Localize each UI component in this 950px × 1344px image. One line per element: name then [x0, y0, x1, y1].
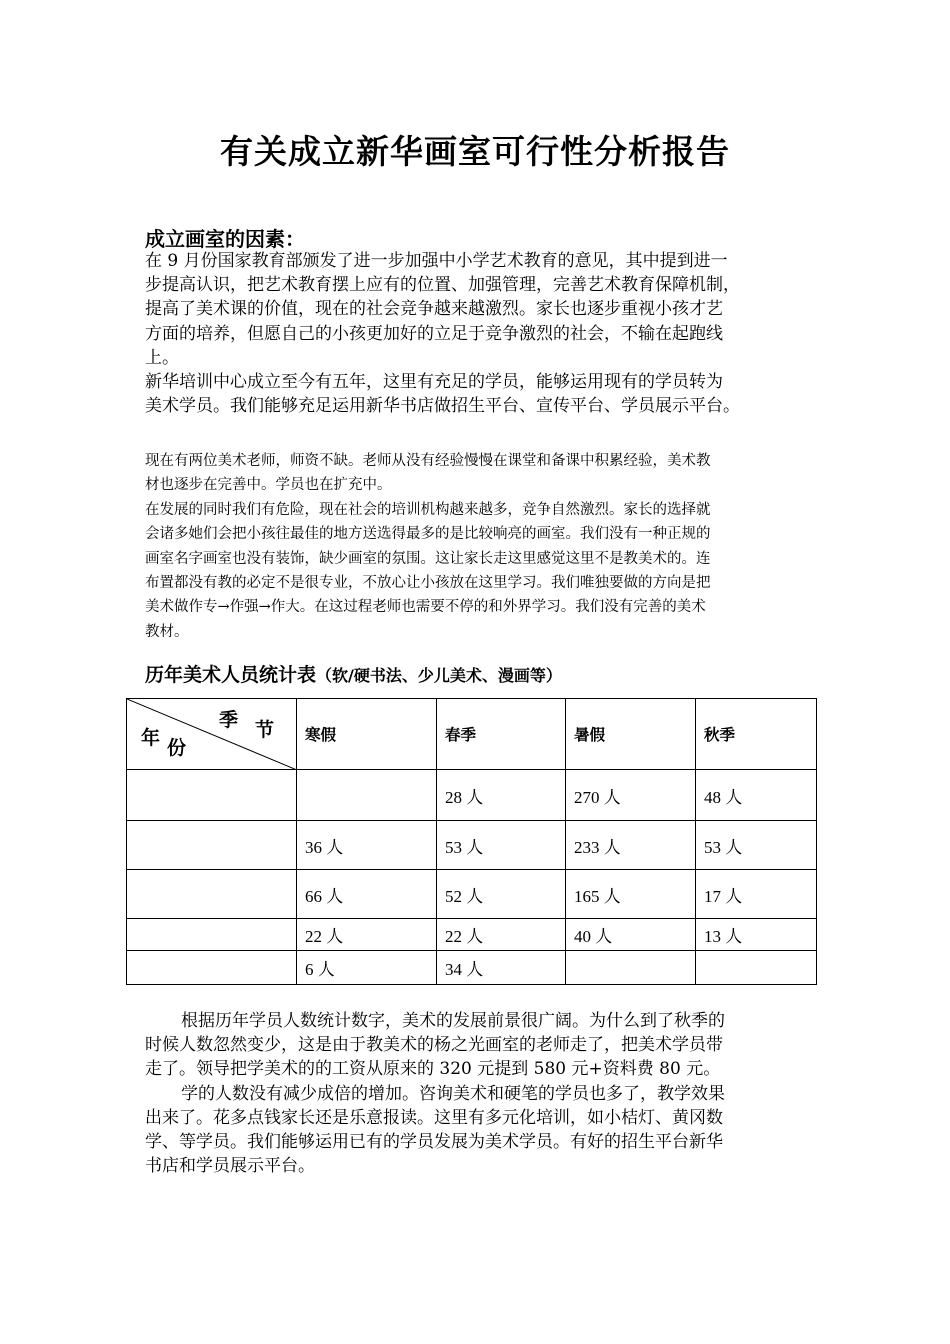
table-row	[127, 870, 817, 919]
text-line: 步提高认识，把艺术教育摆上应有的位置、加强管理，完善艺术教育保障机制，	[145, 275, 740, 296]
table-cell: 52 人	[437, 870, 566, 919]
table-cell: 66 人	[297, 870, 437, 919]
table-cell: 165 人	[566, 870, 696, 919]
table-cell: 13 人	[696, 919, 817, 951]
text-line: 方面的培养，但愿自己的小孩更加好的立足于竞争激烈的社会，不输在起跑线	[145, 323, 723, 344]
paragraph-outlook	[145, 1009, 810, 1178]
table-cell: 22 人	[437, 919, 566, 951]
table-row	[127, 919, 817, 951]
text-line: 教材。	[145, 623, 189, 640]
text-line: 学的人数没有减少成倍的增加。咨询美术和硬笔的学员也多了，教学效果	[181, 1083, 725, 1104]
text-line: 会诸多她们会把小孩往最佳的地方送选得最多的是比较响亮的画室。我们没有一种正规的	[145, 526, 711, 543]
year-cell	[127, 951, 297, 985]
table-cell	[566, 951, 696, 985]
table-cell: 53 人	[437, 821, 566, 870]
column-header: 暑假	[566, 699, 696, 770]
corner-label-year-1: 年	[141, 727, 161, 749]
table-cell: 48 人	[696, 770, 817, 821]
text-line: 布置都没有教的必定不是很专业，不放心让小孩放在这里学习。我们唯独要做的方向是把	[145, 575, 711, 592]
text-line: 书店和学员展示平台。	[145, 1156, 315, 1177]
table-heading-main: 历年美术人员统计表	[145, 664, 317, 686]
section-heading-factors: 成立画室的因素：	[145, 227, 305, 251]
table-cell: 34 人	[437, 951, 566, 985]
table-cell	[696, 951, 817, 985]
table-cell: 233 人	[566, 821, 696, 870]
text-line: 现在有两位美术老师，师资不缺。老师从没有经验慢慢在课堂和备课中积累经验，美术教	[145, 453, 711, 469]
table-cell: 40 人	[566, 919, 696, 951]
year-cell	[127, 770, 297, 821]
table-cell: 53 人	[696, 821, 817, 870]
column-header: 秋季	[696, 699, 817, 770]
table-cell: 28 人	[437, 770, 566, 821]
table-cell: 17 人	[696, 870, 817, 919]
paragraph-policy	[145, 249, 810, 418]
table-heading-sub: （软/硬书法、少儿美术、漫画等）	[316, 666, 562, 685]
text-line: 新华培训中心成立至今有五年，这里有充足的学员，能够运用现有的学员转为	[145, 372, 723, 393]
statistics-table	[126, 698, 817, 985]
text-line: 上。	[145, 347, 179, 368]
year-cell	[127, 821, 297, 870]
text-line: 走了。领导把学美术的的工资从原来的 320 元提到 580 元+资料费 80 元。	[145, 1059, 721, 1080]
column-header: 春季	[437, 699, 566, 770]
corner-label-season-1: 季	[219, 709, 239, 731]
corner-label-year-2: 份	[167, 737, 187, 759]
table-cell: 22 人	[297, 919, 437, 951]
corner-label-season-2: 节	[255, 719, 275, 741]
year-cell	[127, 870, 297, 919]
text-line: 出来了。花多点钱家长还是乐意报读。这里有多元化培训，如小桔灯、黄冈数	[145, 1107, 723, 1128]
text-line: 根据历年学员人数统计数字，美术的发展前景很广阔。为什么到了秋季的	[181, 1011, 725, 1031]
table-row	[127, 821, 817, 870]
text-line: 时候人数忽然变少，这是由于教美术的杨之光画室的老师走了，把美术学员带	[145, 1035, 723, 1056]
corner-header-cell	[127, 699, 297, 770]
table-cell: 36 人	[297, 821, 437, 870]
text-line: 在发展的同时我们有危险，现在社会的培训机构越来越多，竞争自然激烈。家长的选择就	[145, 501, 711, 518]
text-line: 在 9 月份国家教育部颁发了进一步加强中小学艺术教育的意见，其中提到进一	[145, 251, 728, 271]
text-line: 提高了美术课的价值，现在的社会竞争越来越激烈。家长也逐步重视小孩才艺	[145, 299, 723, 320]
text-line: 画室名字画室也没有装饰，缺少画室的氛围。这让家长走这里感觉这里不是教美术的。连	[145, 550, 711, 567]
table-row	[127, 951, 817, 985]
table-cell	[297, 770, 437, 821]
year-cell	[127, 919, 297, 951]
table-cell: 6 人	[297, 951, 437, 985]
column-header: 寒假	[297, 699, 437, 770]
text-line: 材也逐步在完善中。学员也在扩充中。	[145, 477, 392, 494]
text-line: 学、等学员。我们能够运用已有的学员发展为美术学员。有好的招生平台新华	[145, 1132, 723, 1153]
table-header-row	[127, 699, 817, 770]
page-title: 有关成立新华画室可行性分析报告	[220, 132, 730, 171]
text-line: 美术做作专→作强→作大。在这过程老师也需要不停的和外界学习。我们没有完善的美术	[145, 599, 706, 616]
table-heading	[145, 660, 810, 687]
table-row	[127, 770, 817, 821]
text-line: 美术学员。我们能够充足运用新华书店做招生平台、宣传平台、学员展示平台。	[145, 396, 740, 417]
paragraph-teachers	[145, 449, 810, 644]
table-cell: 270 人	[566, 770, 696, 821]
